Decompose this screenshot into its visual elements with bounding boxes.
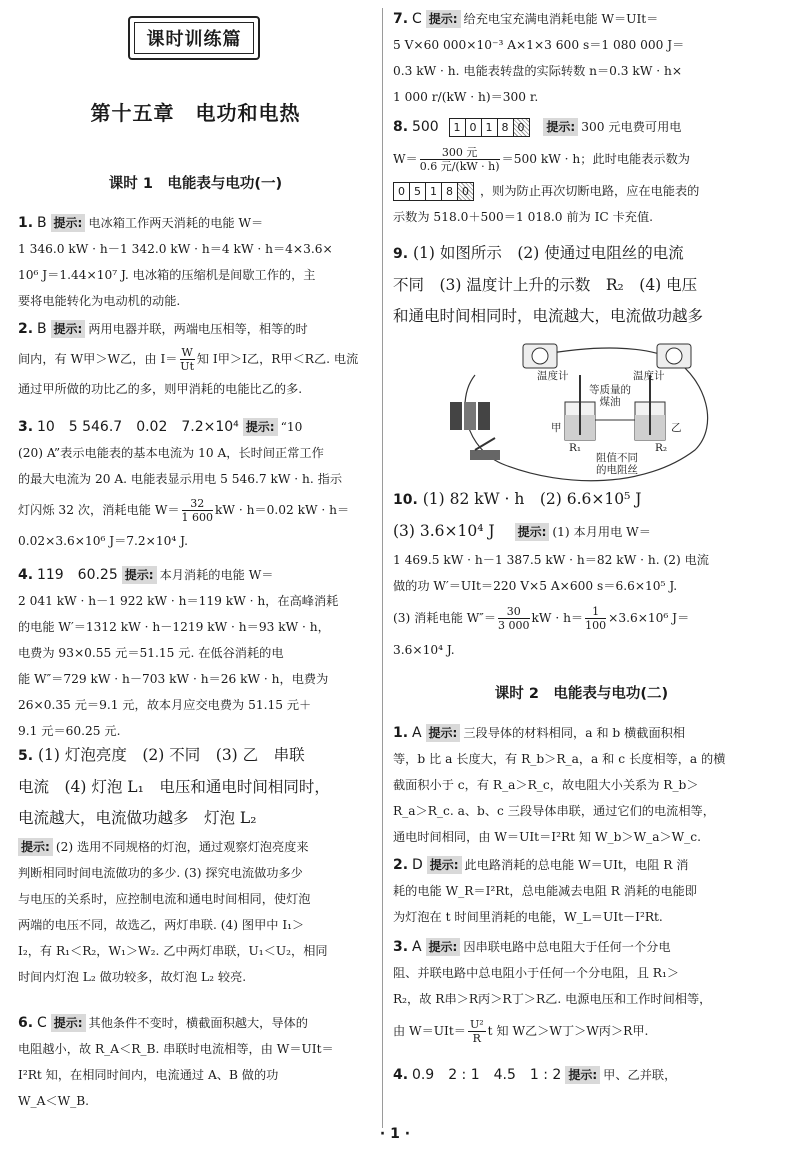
answer-key: 500 bbox=[411, 119, 439, 135]
answer-2 bbox=[18, 316, 373, 402]
answer-text: 通电时间相同，由 W＝UIt＝I²Rt 知 W_b＞W_a＞W_c. bbox=[393, 830, 701, 844]
answer-text: 两端的电压不同，故选乙，两灯串联. (4) 图甲中 I₁＞ bbox=[18, 918, 305, 932]
answer-text: 由 W＝UIt＝ bbox=[393, 1024, 466, 1038]
tip-label: 提示: bbox=[426, 724, 461, 742]
answer-text: 截面积小于 c，有 R_a＞R_c，故电阻大小关系为 R_b＞ bbox=[393, 778, 699, 792]
answer-text: I²Rt 知，在相同时间内，电流通过 A、B 做的功 bbox=[18, 1068, 279, 1082]
meter-digit: 0 bbox=[394, 183, 410, 200]
meter-digit: 1 bbox=[426, 183, 442, 200]
lesson2-answer-3 bbox=[393, 934, 770, 1050]
section-banner-text: 课时训练篇 bbox=[134, 22, 254, 54]
answer-text: W_A＜W_B. bbox=[18, 1094, 90, 1108]
answer-text: R_a＞R_c. a、b、c 三段导体串联，通过它们的电流相等， bbox=[393, 804, 715, 818]
fraction-denominator: 0.6 元/(kW · h) bbox=[419, 160, 500, 173]
wire-top bbox=[540, 348, 675, 360]
battery-cell-icon bbox=[478, 402, 490, 430]
answer-text: 耗的电能 W_R＝I²Rt，总电能减去电阻 R 消耗的电能即 bbox=[393, 884, 697, 898]
answer-text: 给充电宝充满电消耗电能 W＝UIt＝ bbox=[463, 12, 659, 26]
answer-text: kW · h＝ bbox=[531, 611, 584, 625]
answer-text: 其他条件不变时，横截面积越大，导体的 bbox=[88, 1016, 308, 1030]
answer-text: ＝500 kW · h；此时电能表示数为 bbox=[501, 152, 690, 166]
answer-text: 与电压的关系时，应控制电流和通电时间相同，使灯泡 bbox=[18, 892, 311, 906]
answer-text: 5 V×60 000×10⁻³ A×1×3 600 s＝1 080 000 J＝ bbox=[393, 38, 685, 52]
fraction-numerator: U² bbox=[469, 1018, 484, 1031]
answer-number: 3. bbox=[18, 419, 34, 435]
fraction-numerator: W bbox=[181, 346, 193, 359]
answer-number: 6. bbox=[18, 1015, 34, 1031]
answer-text: 能 W″＝729 kW · h－703 kW · h＝26 kW · h，电费为 bbox=[18, 672, 329, 686]
tip-label: 提示: bbox=[51, 1014, 86, 1032]
answer-text: ，则为防止再次切断电路，应在电能表的 bbox=[480, 184, 700, 198]
fraction-numerator: 32 bbox=[182, 497, 214, 511]
answer-number: 1. bbox=[393, 725, 409, 741]
answer-text: 300 元电费可用电 bbox=[581, 120, 682, 134]
answer-number: 5. bbox=[18, 748, 34, 764]
answer-3 bbox=[18, 414, 373, 554]
answer-text: “10 bbox=[280, 420, 303, 434]
answer-text: t 知 W乙＞W丁＞W丙＞R甲. bbox=[487, 1024, 649, 1038]
beaker-yi-label: 乙 bbox=[671, 422, 682, 434]
beaker-jia-label: 甲 bbox=[551, 422, 562, 434]
answer-text: (1) 本月用电 W＝ bbox=[552, 525, 651, 539]
fraction-numerator: 30 bbox=[498, 605, 530, 619]
answer-key: (3) 3.6×10⁴ J bbox=[393, 522, 495, 540]
answer-text: 灯闪烁 32 次，消耗电能 W＝ bbox=[18, 503, 180, 517]
thermometer-label-2: 温度计 bbox=[633, 370, 665, 382]
fraction bbox=[182, 497, 214, 524]
r2-label: R₂ bbox=[655, 442, 668, 454]
answer-text: (20) A”表示电能表的基本电流为 10 A，长时间正常工作 bbox=[18, 446, 324, 460]
answer-text: 做的功 W′＝UIt＝220 V×5 A×600 s＝6.6×10⁵ J. bbox=[393, 579, 678, 593]
answer-text: 因串联电路中总电阻大于任何一个分电 bbox=[463, 940, 671, 954]
tip-label: 提示: bbox=[543, 118, 578, 136]
lesson2-answer-1 bbox=[393, 720, 770, 850]
meter-digit: 5 bbox=[410, 183, 426, 200]
answer-number: 3. bbox=[393, 939, 409, 955]
tip-label: 提示: bbox=[426, 10, 461, 28]
tip-label: 提示: bbox=[51, 320, 86, 338]
answer-text: 为灯泡在 t 时间里消耗的电能，W_L＝UIt－I²Rt. bbox=[393, 910, 663, 924]
answer-key: (1) 82 kW · h (2) 6.6×10⁵ J bbox=[422, 490, 642, 508]
answer-text: 等，b 比 a 长度大，有 R_b＞R_a，a 和 c 长度相等，a 的横 bbox=[393, 752, 726, 766]
answer-number: 4. bbox=[18, 567, 34, 583]
r1-label: R₁ bbox=[569, 442, 582, 454]
answer-key: A bbox=[411, 939, 422, 955]
answer-text: 1 346.0 kW · h－1 342.0 kW · h＝4 kW · h＝4×3.6× bbox=[18, 242, 333, 256]
fraction bbox=[498, 605, 530, 632]
answer-text: 三段导体的材料相同，a 和 b 横截面积相 bbox=[463, 726, 686, 740]
answer-text: 9.1 元＝60.25 元. bbox=[18, 724, 121, 738]
answer-text: 时间内灯泡 L₂ 做功较多，故灯泡 L₂ 较亮. bbox=[18, 970, 247, 984]
answer-text: 1 000 r/(kW · h)＝300 r. bbox=[393, 90, 539, 104]
tip-label: 提示: bbox=[18, 838, 53, 856]
answer-8 bbox=[393, 114, 770, 230]
fraction bbox=[468, 1018, 486, 1045]
answer-key: A bbox=[411, 725, 422, 741]
answer-key-line: 和通电时间相同时，电流越大，电流做功越多 bbox=[393, 307, 704, 325]
answer-text: 通过甲所做的功比乙的多，则甲消耗的电能比乙的多. bbox=[18, 382, 303, 396]
meter-digit: 8 bbox=[498, 119, 514, 136]
meter-digit: 1 bbox=[450, 119, 466, 136]
answer-key: (1) 灯泡亮度 (2) 不同 (3) 乙 串联 bbox=[38, 746, 305, 764]
answer-9 bbox=[393, 238, 770, 332]
fraction-numerator: 300 元 bbox=[420, 146, 500, 160]
meter-digit: 0 bbox=[466, 119, 482, 136]
answer-6 bbox=[18, 1010, 373, 1114]
oil-label: 等质量的煤油 bbox=[589, 384, 631, 408]
answer-number: 10. bbox=[393, 492, 418, 508]
tip-label: 提示: bbox=[426, 938, 461, 956]
lesson-1-title: 课时 1 电能表与电功(一) bbox=[108, 176, 283, 192]
battery-cell-icon bbox=[450, 402, 462, 430]
lesson2-answer-4 bbox=[393, 1062, 770, 1088]
answer-key-line: 不同 (3) 温度计上升的示数 R₂ (4) 电压 bbox=[393, 276, 698, 294]
answer-key: (1) 如图所示 (2) 使通过电阻丝的电流 bbox=[413, 244, 684, 262]
answer-text: (2) 选用不同规格的灯泡，通过观察灯泡亮度来 bbox=[55, 840, 309, 854]
answer-text: 知 I甲＞I乙，R甲＜R乙. 电流 bbox=[196, 352, 359, 366]
meter-digit: 0 bbox=[458, 183, 473, 200]
answer-key: C bbox=[411, 11, 422, 27]
switch-icon bbox=[470, 450, 500, 460]
meter-reading-1018 bbox=[449, 118, 530, 137]
meter-reading-0518 bbox=[393, 182, 474, 201]
answer-key-line: 电流 (4) 灯泡 L₁ 电压和通电时间相同时， bbox=[18, 778, 330, 796]
circuit-figure bbox=[445, 340, 715, 490]
tip-label: 提示: bbox=[427, 856, 462, 874]
answer-number: 2. bbox=[18, 321, 34, 337]
answer-text: 此电路消耗的总电能 W＝UIt，电阻 R 消 bbox=[464, 858, 689, 872]
answer-text: 要将电能转化为电动机的动能. bbox=[18, 294, 181, 308]
fraction-denominator: Ut bbox=[180, 360, 194, 373]
fraction bbox=[420, 146, 500, 173]
answer-key-line: 电流越大，电流做功越多 灯泡 L₂ bbox=[18, 809, 257, 827]
answer-key: C bbox=[36, 1015, 47, 1031]
tip-label: 提示: bbox=[565, 1066, 600, 1084]
answer-text: 示数为 518.0＋500＝1 018.0 前为 IC 卡充值. bbox=[393, 210, 654, 224]
answer-key: B bbox=[36, 321, 47, 337]
answer-text: W＝ bbox=[393, 152, 418, 166]
lesson2-answer-2 bbox=[393, 852, 770, 930]
answer-7 bbox=[393, 6, 770, 110]
answer-text: 本月消耗的电能 W＝ bbox=[159, 568, 274, 582]
answer-text: 电阻越小，故 R_A＜R_B. 串联时电流相等，由 W＝UIt＝ bbox=[18, 1042, 334, 1056]
answer-text: 2 041 kW · h－1 922 kW · h＝119 kW · h，在高峰消耗 bbox=[18, 594, 339, 608]
answer-number: 2. bbox=[393, 857, 409, 873]
chapter-title: 第十五章 电功和电热 bbox=[90, 101, 301, 125]
tip-label: 提示: bbox=[243, 418, 278, 436]
page-number: · 1 · bbox=[379, 1126, 411, 1142]
answer-text: R₂，故 R串＞R丙＞R丁＞R乙. 电源电压和工作时间相等， bbox=[393, 992, 712, 1006]
fraction-denominator: 3 000 bbox=[498, 619, 530, 632]
fraction-denominator: 100 bbox=[585, 619, 607, 632]
answer-1 bbox=[18, 210, 373, 314]
answer-text: 间内，有 W甲＞W乙，由 I＝ bbox=[18, 352, 178, 366]
voltmeter-dial-icon bbox=[666, 348, 682, 364]
answer-text: 10⁶ J＝1.44×10⁷ J. 电冰箱的压缩机是间歇工作的，主 bbox=[18, 268, 316, 282]
answer-text: kW · h＝0.02 kW · h＝ bbox=[215, 503, 350, 517]
answer-5 bbox=[18, 740, 373, 990]
answer-number: 7. bbox=[393, 11, 409, 27]
meter-digit: 0 bbox=[514, 119, 529, 136]
answer-key: B bbox=[36, 215, 47, 231]
answer-key: 10 5 546.7 0.02 7.2×10⁴ bbox=[36, 419, 239, 435]
answer-number: 9. bbox=[393, 246, 409, 262]
answer-text: 电费为 93×0.55 元＝51.15 元. 在低谷消耗的电 bbox=[18, 646, 284, 660]
answer-text: 电冰箱工作两天消耗的电能 W＝ bbox=[88, 216, 264, 230]
answer-text: 的电能 W′＝1312 kW · h－1219 kW · h＝93 kW · h， bbox=[18, 620, 330, 634]
fraction bbox=[585, 605, 606, 632]
ammeter-dial-icon bbox=[532, 348, 548, 364]
answer-text: 3.6×10⁴ J. bbox=[393, 643, 455, 657]
answer-text: 判断相同时间电流做功的多少. (3) 探究电流做功多少 bbox=[18, 866, 303, 880]
circuit-diagram bbox=[445, 340, 715, 490]
answer-4 bbox=[18, 562, 373, 744]
tip-label: 提示: bbox=[122, 566, 157, 584]
answer-text: (3) 消耗电能 W″＝ bbox=[393, 611, 497, 625]
answer-text: 1 469.5 kW · h－1 387.5 kW · h＝82 kW · h. (2) 电流 bbox=[393, 553, 709, 567]
answer-text: I₂，有 R₁＜R₂，W₁＞W₂. 乙中两灯串联，U₁＜U₂，相同 bbox=[18, 944, 328, 958]
answer-text: 0.02×3.6×10⁶ J＝7.2×10⁴ J. bbox=[18, 534, 188, 548]
meter-digit: 1 bbox=[482, 119, 498, 136]
answer-text: 0.3 kW · h. 电能表转盘的实际转数 n＝0.3 kW · h× bbox=[393, 64, 683, 78]
answer-key: 0.9 2 : 1 4.5 1 : 2 bbox=[411, 1067, 562, 1083]
answer-text: 两用电器并联，两端电压相等，相等的时 bbox=[88, 322, 308, 336]
thermometer-label-1: 温度计 bbox=[537, 370, 569, 382]
answer-key: 119 60.25 bbox=[36, 567, 118, 583]
answer-10 bbox=[393, 484, 770, 663]
fraction-denominator: 1 600 bbox=[181, 511, 214, 524]
answer-text: 阻、并联电路中总电阻小于任何一个分电阻，且 R₁＞ bbox=[393, 966, 680, 980]
meter-digit: 8 bbox=[442, 183, 458, 200]
tip-label: 提示: bbox=[51, 214, 86, 232]
battery-cell-icon bbox=[464, 402, 476, 430]
column-divider bbox=[382, 8, 383, 1128]
answer-number: 1. bbox=[18, 215, 34, 231]
answer-text: 的最大电流为 20 A. 电能表显示用电 5 546.7 kW · h. 指示 bbox=[18, 472, 343, 486]
lesson-2-title: 课时 2 电能表与电功(二) bbox=[494, 686, 669, 702]
answer-number: 4. bbox=[393, 1067, 409, 1083]
tip-label: 提示: bbox=[515, 523, 550, 541]
answer-number: 8. bbox=[393, 119, 409, 135]
section-banner bbox=[128, 16, 260, 60]
fraction bbox=[180, 346, 195, 373]
answer-text: ×3.6×10⁶ J＝ bbox=[608, 611, 690, 625]
answer-text: 甲、乙并联， bbox=[603, 1068, 677, 1082]
answer-text: 26×0.35 元＝9.1 元，故本月应交电费为 51.15 元＋ bbox=[18, 698, 312, 712]
fraction-denominator: R bbox=[472, 1032, 481, 1045]
fraction-numerator: 1 bbox=[585, 605, 606, 619]
resistor-wires-label: 阻值不同的电阻丝 bbox=[596, 452, 638, 476]
answer-key: D bbox=[411, 857, 423, 873]
